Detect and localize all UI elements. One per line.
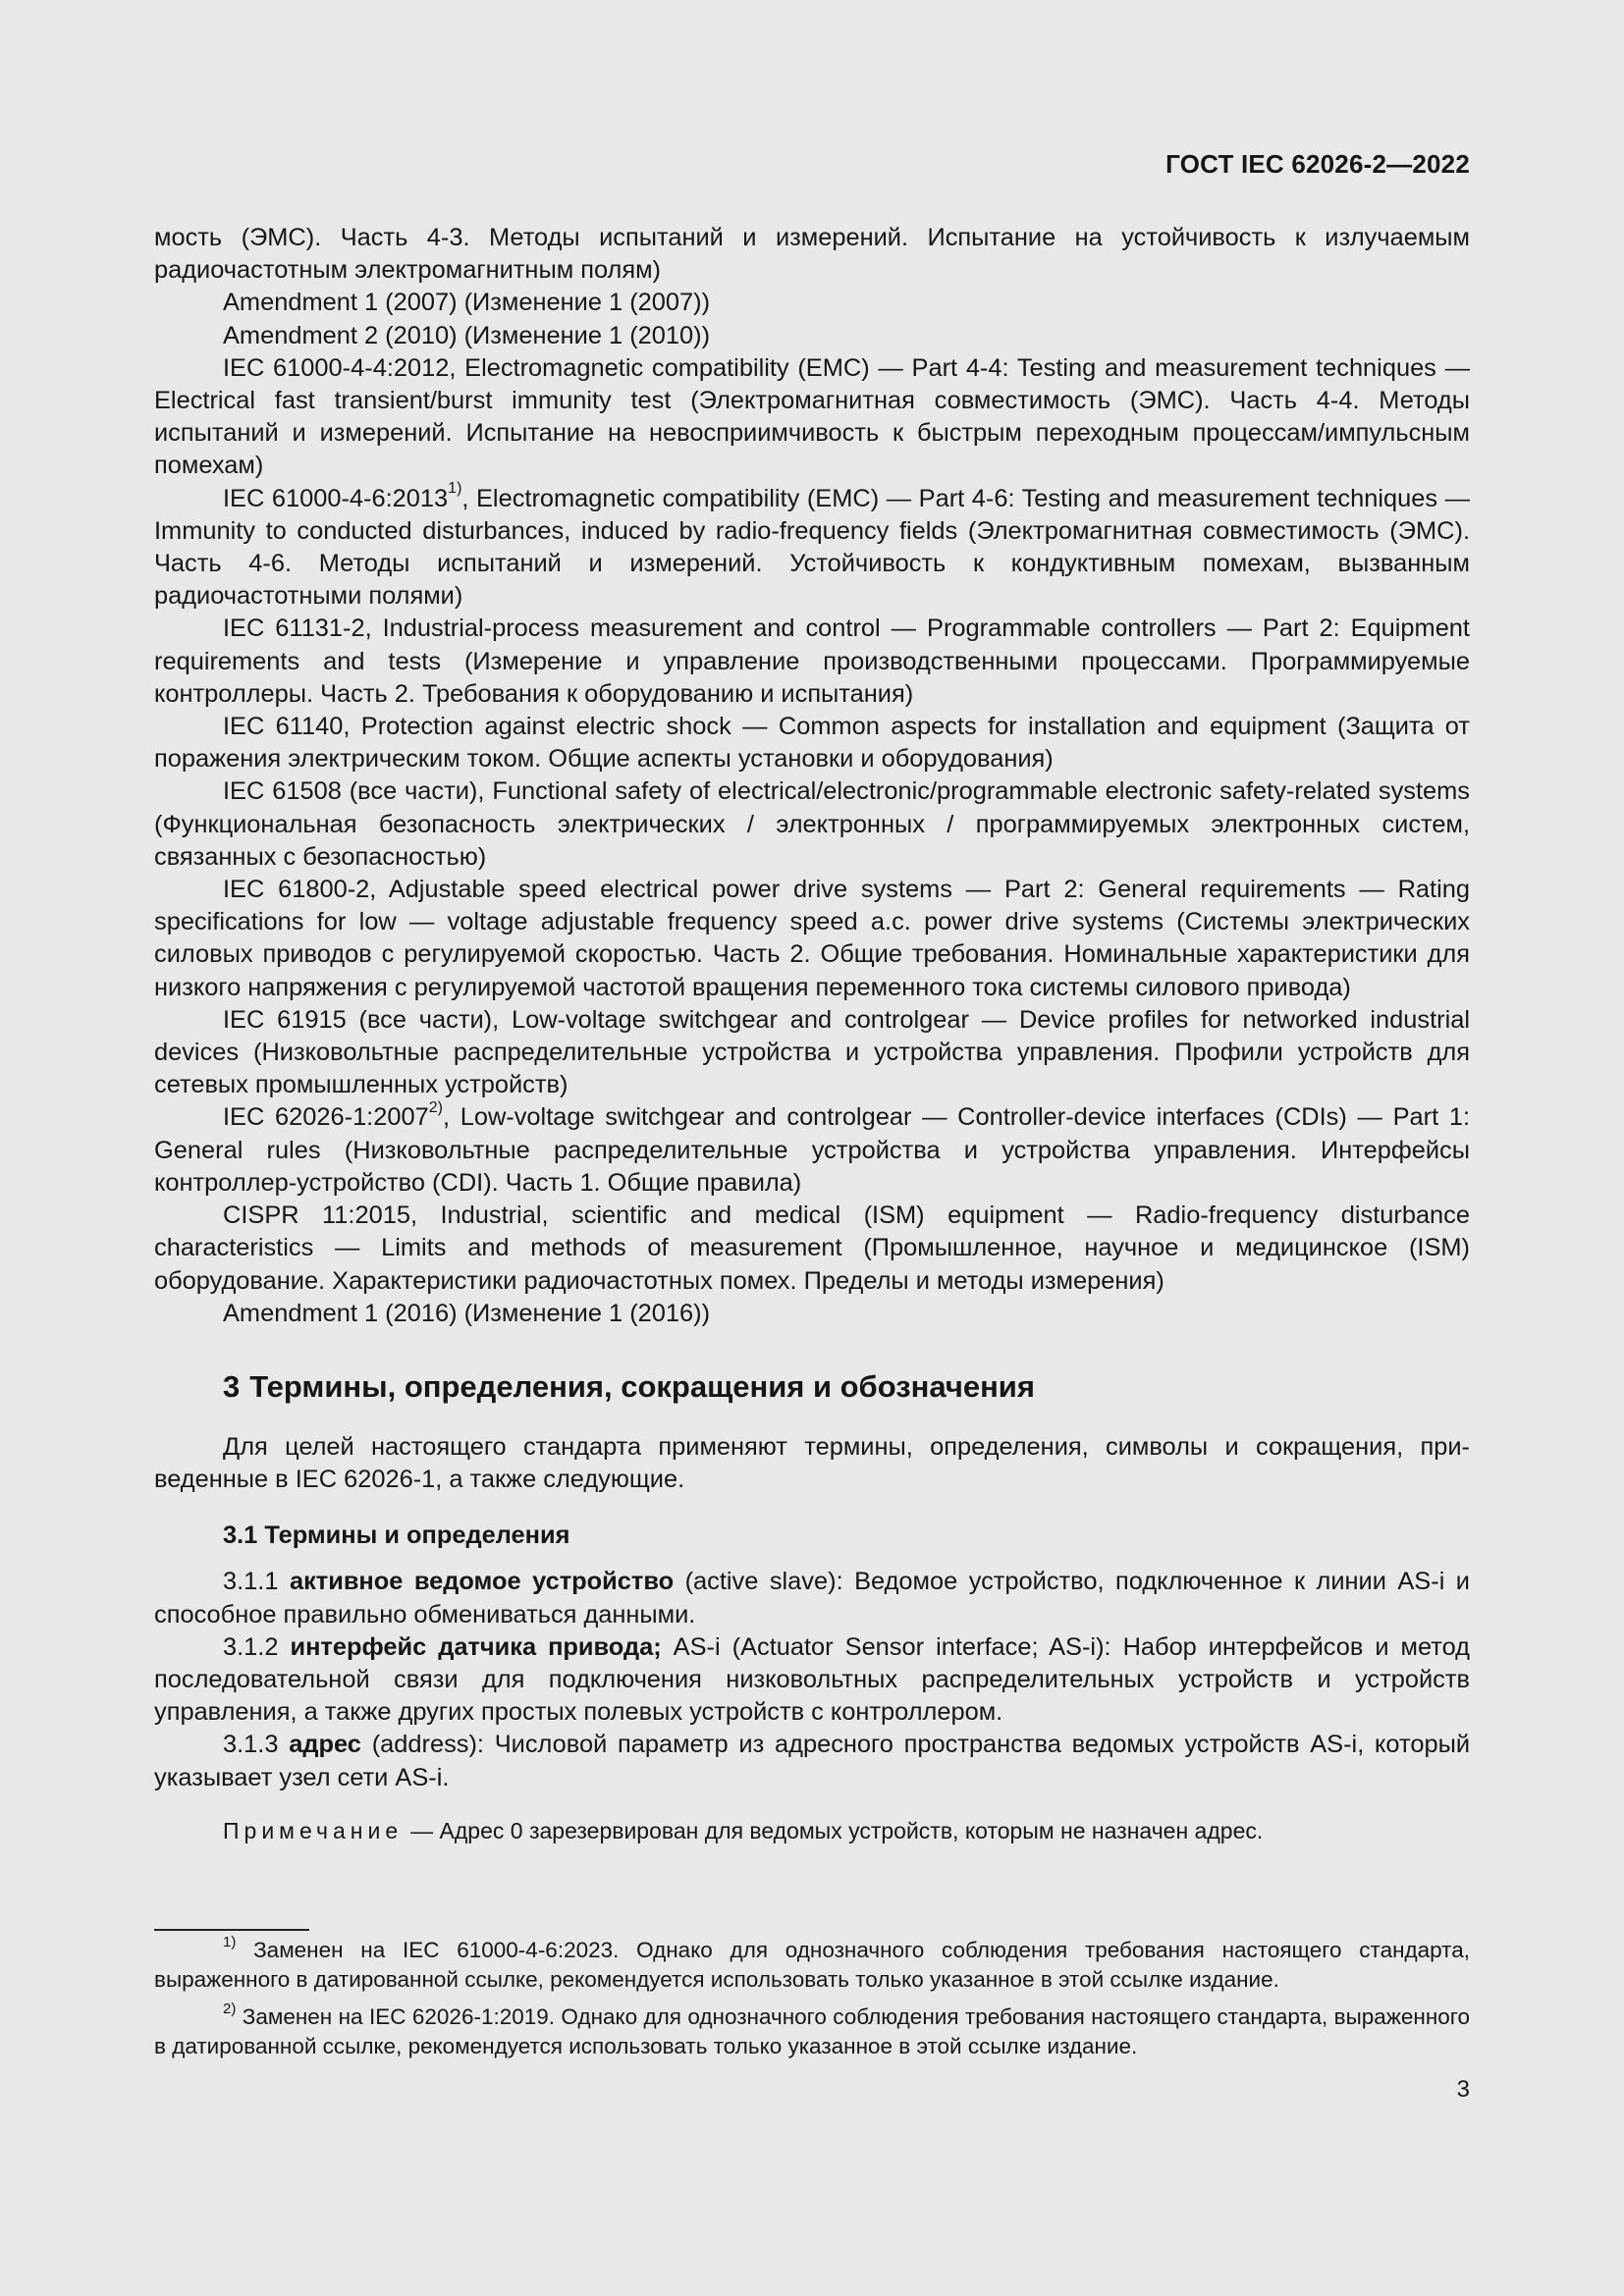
footnote-marker[interactable]: 1) <box>448 480 462 498</box>
reference-iec-61140: IEC 61140, Protection against electric shock — Common aspects for installation and equipment (Защита от поражения электрическим током. Общие аспекты установки и оборудования) <box>154 713 1470 774</box>
term-entry <box>154 1729 1470 1793</box>
reference-title: , Electromagnetic compatibility (EMC) — Part 4-6: Testing and measurement techniques — Immunity to conducted disturbances, induced by radio-frequency fields (Электромагнитная совместимость (ЭМС). Часть 4-6. Методы испытаний и измерений. Устойчивость к кондуктивным помехам, вызванным радиочастотными полями) <box>154 484 1470 611</box>
term-definition: (address): Числовой параметр из адресного пространства ведомых устройств AS-i, который указывает узел сети AS-i. <box>154 1731 1470 1791</box>
footnotes <box>154 1933 1470 2060</box>
reference-code: IEC 61000-4-6:2013 <box>223 484 449 512</box>
footnote-1 <box>154 1933 1470 1994</box>
reference-cispr-11: CISPR 11:2015, Industrial, scientific and medical (ISM) equipment — Radio-frequency disturbance characteristics — Limits and methods of measurement (Промышленное, научное и медицинское (ISM) оборудование. Характеристики радиочастотных помех. Пределы и методы измерения) <box>154 1201 1470 1295</box>
note-text: — Адрес 0 зарезервирован для ведомых устройств, которым не назначен адрес. <box>410 1817 1264 1843</box>
reference-iec-61000-4-6 <box>154 480 1470 614</box>
footnote-mark: 1) <box>223 1933 237 1950</box>
note-label: Примечание <box>223 1817 404 1843</box>
term-entry <box>154 1566 1470 1630</box>
reference-iec-61131-2: IEC 61131-2, Industrial-process measurement and control — Programmable controllers — Part 2: Equipment requirements and tests (Измерение и управление производственными процессами. Программируемые контроллеры. Часть 2. Требования к оборудованию и испытания) <box>154 614 1470 708</box>
term-number: 3.1.3 <box>223 1731 279 1759</box>
note <box>154 1816 1470 1845</box>
term-name: интерфейс датчика привода; <box>290 1632 662 1661</box>
section-3-intro: Для целей настоящего стандарта применяют термины, определения, символы и сокращения, приведенные в IEC 62026-1, а также следующие. <box>154 1432 1470 1494</box>
page-number: 3 <box>1456 2076 1470 2103</box>
reference-code: IEC 62026-1:2007 <box>223 1103 429 1132</box>
term-number: 3.1.2 <box>223 1632 279 1661</box>
reference-iec-61915: IEC 61915 (все части), Low-voltage switchgear and controlgear — Device profiles for networked industrial devices (Низковольтные распределительные устройства и устройства управления. Профили устройств для сетевых промышленных устройств) <box>154 1005 1470 1099</box>
term-number: 3.1.1 <box>223 1568 279 1596</box>
footnote-mark: 2) <box>223 2000 237 2017</box>
footnote-marker[interactable]: 2) <box>428 1099 443 1117</box>
reference-iec-62026-1 <box>154 1101 1470 1200</box>
subsection-3-1-heading: 3.1 Термины и определения <box>223 1522 570 1550</box>
footnote-text: Заменен на IEC 61000-4-6:2023. Однако для однозначного соблюдения требования настоящего стандарта, выраженного в датированной ссылке, рекомендуется использовать только указанное в этой ссылке издание. <box>154 1938 1470 1992</box>
standard-code-header: ГОСТ IEC 62026-2—2022 <box>1165 149 1470 179</box>
term-definition: (active slave): Ведомое устройство, подключенное к линии AS-i и способное правильно обмениваться данными. <box>154 1568 1470 1629</box>
term-definition: AS-i (Actuator Sensor interface; AS-i): Набор интерфейсов и метод последовательной связи для подключения низковольтных распределительных устройств и устройств управления, а также других простых полевых устройств с контроллером. <box>154 1632 1470 1727</box>
term-entry <box>154 1631 1470 1730</box>
reference-iec-61800-2: IEC 61800-2, Adjustable speed electrical power drive systems — Part 2: General requirements — Rating specifications for low — voltage adjustable frequency speed a.c. power drive systems (Системы электрических силовых приводов с регулируемой скоростью. Часть 2. Общие требования. Номинальные характеристики для низкого напряжения с регулируемой частотой вращения переменного тока системы силового привода) <box>154 876 1470 1001</box>
reference-amendment: Amendment 2 (2010) (Изменение 1 (2010)) <box>223 321 711 349</box>
page-body <box>154 222 1470 1845</box>
term-name: активное ведомое устройство <box>289 1568 675 1596</box>
section-3-heading <box>154 1367 1470 1407</box>
section-title: Термины, определения, сокращения и обозначения <box>249 1368 1035 1404</box>
term-name: адрес <box>289 1731 361 1759</box>
footnote-text: Заменен на IEC 62026-1:2019. Однако для однозначного соблюдения требования настоящего стандарта, выраженного в датированной ссылке, рекомендуется использовать только указанное в этой ссылке издание. <box>154 2004 1470 2058</box>
reference-continuation: мость (ЭМС). Часть 4-3. Методы испытаний и измерений. Испытание на устойчивость к излучаемым радиочастотным электромагнитным полям) <box>154 224 1470 285</box>
reference-iec-61508: IEC 61508 (все части), Functional safety of electrical/electronic/programmable electronic safety-related systems (Функциональная безопасность электрических / электронных / программируемых электронных систем, связанных с безопасностью) <box>154 777 1470 871</box>
footnote-2 <box>154 2002 1470 2060</box>
footnote-divider <box>154 1929 309 1931</box>
reference-amendment: Amendment 1 (2007) (Изменение 1 (2007)) <box>223 289 711 317</box>
reference-iec-61000-4-4: IEC 61000-4-4:2012, Electromagnetic compatibility (EMC) — Part 4-4: Testing and measurement techniques — Electrical fast transient/burst immunity test (Электромагнитная совместимость (ЭМС). Часть 4-4. Методы испытаний и измерений. Испытание на невосприимчивость к быстрым переходным процессам/импульсным помехам) <box>154 353 1470 480</box>
reference-amendment: Amendment 1 (2016) (Изменение 1 (2016)) <box>223 1299 711 1327</box>
section-number: 3 <box>223 1368 241 1404</box>
reference-title: , Low-voltage switchgear and controlgear — Controller-device interfaces (CDIs) — Part 1: General rules (Низковольтные распределительные устройства и устройства управления. Интерфейсы контроллер-устройство (CDI). Часть 1. Общие правила) <box>154 1103 1470 1197</box>
